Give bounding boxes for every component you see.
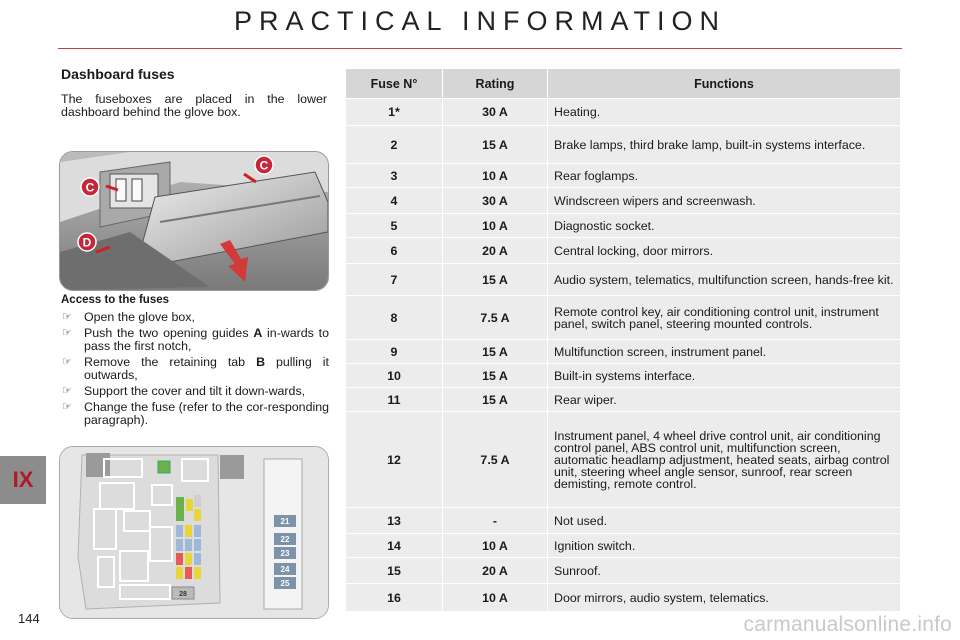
list-item: ☞ Open the glove box, <box>62 310 195 324</box>
page-number: 144 <box>18 611 40 626</box>
fuse-rating-cell: 10 A <box>443 534 548 558</box>
table-row <box>346 126 901 164</box>
column-header-rating: Rating <box>443 69 548 99</box>
fuse-fuse-cell: 16 <box>346 584 443 612</box>
access-title: Access to the fuses <box>61 294 170 306</box>
fuse-function-cell: Ignition switch. <box>548 534 901 558</box>
fuse-fuse-cell: 9 <box>346 340 443 364</box>
fuse-fuse-cell: 3 <box>346 164 443 188</box>
table-row <box>346 340 901 364</box>
marker-c-1 <box>255 156 273 174</box>
page-title: PRACTICAL INFORMATION <box>233 6 726 36</box>
hand-pointer-icon: ☞ <box>62 311 72 323</box>
hand-pointer-icon: ☞ <box>62 327 72 339</box>
fuse-fuse-cell: 14 <box>346 534 443 558</box>
svg-text:D: D <box>82 235 92 250</box>
hand-pointer-icon: ☞ <box>62 356 72 368</box>
table-header-row <box>346 69 901 99</box>
fuse-rating-cell: 20 A <box>443 558 548 584</box>
table-row <box>346 99 901 126</box>
header-divider <box>58 48 902 49</box>
table-row <box>346 188 901 214</box>
fuse-rating-cell: 15 A <box>443 126 548 164</box>
svg-text:25: 25 <box>280 579 290 588</box>
fuse-function-cell: Not used. <box>548 508 901 534</box>
fuse-table <box>345 68 901 612</box>
fuse-rating-cell: 30 A <box>443 188 548 214</box>
table-row <box>346 558 901 584</box>
fuse-label-23 <box>274 547 296 559</box>
fuse-function-cell: Heating. <box>548 99 901 126</box>
fuse-function-cell: Multifunction screen, instrument panel. <box>548 340 901 364</box>
fuse-function-cell: Sunroof. <box>548 558 901 584</box>
table-row <box>346 412 901 508</box>
table-row <box>346 508 901 534</box>
list-item: ☞ Support the cover and tilt it down-wards, <box>62 384 306 398</box>
fuse-fuse-cell: 5 <box>346 214 443 238</box>
access-steps <box>61 311 329 430</box>
intro-text: The fuseboxes are placed in the lower dashboard behind the glove box. <box>61 92 327 119</box>
fuse-label-22 <box>274 533 296 545</box>
svg-text:C: C <box>259 158 269 173</box>
glovebox-illustration <box>60 152 328 290</box>
fusebox-diagram <box>59 446 329 619</box>
fuse-function-cell: Diagnostic socket. <box>548 214 901 238</box>
chapter-tab: IX <box>0 456 46 504</box>
svg-text:22: 22 <box>280 535 290 544</box>
fuse-rating-cell: 7.5 A <box>443 412 548 508</box>
fuse-fuse-cell: 15 <box>346 558 443 584</box>
fuse-function-cell: Remote control key, air conditioning control unit, instrument panel, switch panel, steering mounted controls. <box>548 296 901 340</box>
glovebox-photo <box>59 151 329 291</box>
table-row <box>346 296 901 340</box>
table-row <box>346 364 901 388</box>
fuse-function-cell: Rear wiper. <box>548 388 901 412</box>
svg-text:23: 23 <box>280 549 290 558</box>
table-row <box>346 214 901 238</box>
fuse-fuse-cell: 4 <box>346 188 443 214</box>
fuse-label-28: 28 <box>179 591 187 598</box>
fuse-rating-cell: 15 A <box>443 264 548 296</box>
fuse-rating-cell: 30 A <box>443 99 548 126</box>
fuse-fuse-cell: 10 <box>346 364 443 388</box>
table-row <box>346 164 901 188</box>
fuse-rating-cell: 15 A <box>443 364 548 388</box>
list-item: ☞ Change the fuse (refer to the cor-responding paragraph). <box>62 400 329 427</box>
svg-text:21: 21 <box>280 517 290 526</box>
fuse-fuse-cell: 8 <box>346 296 443 340</box>
fuse-function-cell: Central locking, door mirrors. <box>548 238 901 264</box>
fuse-function-cell: Brake lamps, third brake lamp, built-in systems interface. <box>548 126 901 164</box>
table-row <box>346 584 901 612</box>
fuse-fuse-cell: 2 <box>346 126 443 164</box>
fuse-label-25 <box>274 577 296 589</box>
table-row <box>346 264 901 296</box>
fuse-rating-cell: 10 A <box>443 164 548 188</box>
section-title: Dashboard fuses <box>61 66 175 82</box>
list-item: ☞ Remove the retaining tab B pulling it outwards, <box>62 355 330 382</box>
fuse-fuse-cell: 12 <box>346 412 443 508</box>
fuse-rating-cell: 20 A <box>443 238 548 264</box>
fuse-fuse-cell: 7 <box>346 264 443 296</box>
fuse-rating-cell: 10 A <box>443 214 548 238</box>
svg-text:C: C <box>85 180 95 195</box>
column-header-fuse: Fuse N° <box>346 69 443 99</box>
fuse-rating-cell: 15 A <box>443 388 548 412</box>
fuse-function-cell: Windscreen wipers and screenwash. <box>548 188 901 214</box>
fuse-fuse-cell: 1* <box>346 99 443 126</box>
hand-pointer-icon: ☞ <box>62 385 72 397</box>
fuse-table-body <box>346 99 901 612</box>
fuse-fuse-cell: 11 <box>346 388 443 412</box>
fuse-function-cell: Rear foglamps. <box>548 164 901 188</box>
fuse-label-21 <box>274 515 296 527</box>
fuse-rating-cell: - <box>443 508 548 534</box>
fuse-label-24 <box>274 563 296 575</box>
list-item: ☞ Push the two opening guides A in-wards to pass the first notch, <box>62 326 329 353</box>
table-row <box>346 238 901 264</box>
hand-pointer-icon: ☞ <box>62 401 72 413</box>
fuse-rating-cell: 7.5 A <box>443 296 548 340</box>
svg-text:24: 24 <box>280 565 290 574</box>
fuse-function-cell: Audio system, telematics, multifunction screen, hands-free kit. <box>548 264 901 296</box>
fuse-rating-cell: 15 A <box>443 340 548 364</box>
fuse-function-cell: Built-in systems interface. <box>548 364 901 388</box>
fuse-rating-cell: 10 A <box>443 584 548 612</box>
fuse-function-cell: Door mirrors, audio system, telematics. <box>548 584 901 612</box>
watermark: carmanualsonline.info <box>743 613 952 636</box>
fuse-fuse-cell: 13 <box>346 508 443 534</box>
column-header-functions: Functions <box>548 69 901 99</box>
marker-d <box>78 233 96 251</box>
fuse-function-cell: Instrument panel, 4 wheel drive control unit, air conditioning control panel, ABS control unit, multifunction screen, automatic headlamp adjustment, heated seats, airbag control unit, steering wheel angle sensor, sunroof, rear screen demisting, remote control. <box>548 412 901 508</box>
fuse-fuse-cell: 6 <box>346 238 443 264</box>
marker-c-2 <box>81 178 99 196</box>
table-row <box>346 388 901 412</box>
table-row <box>346 534 901 558</box>
